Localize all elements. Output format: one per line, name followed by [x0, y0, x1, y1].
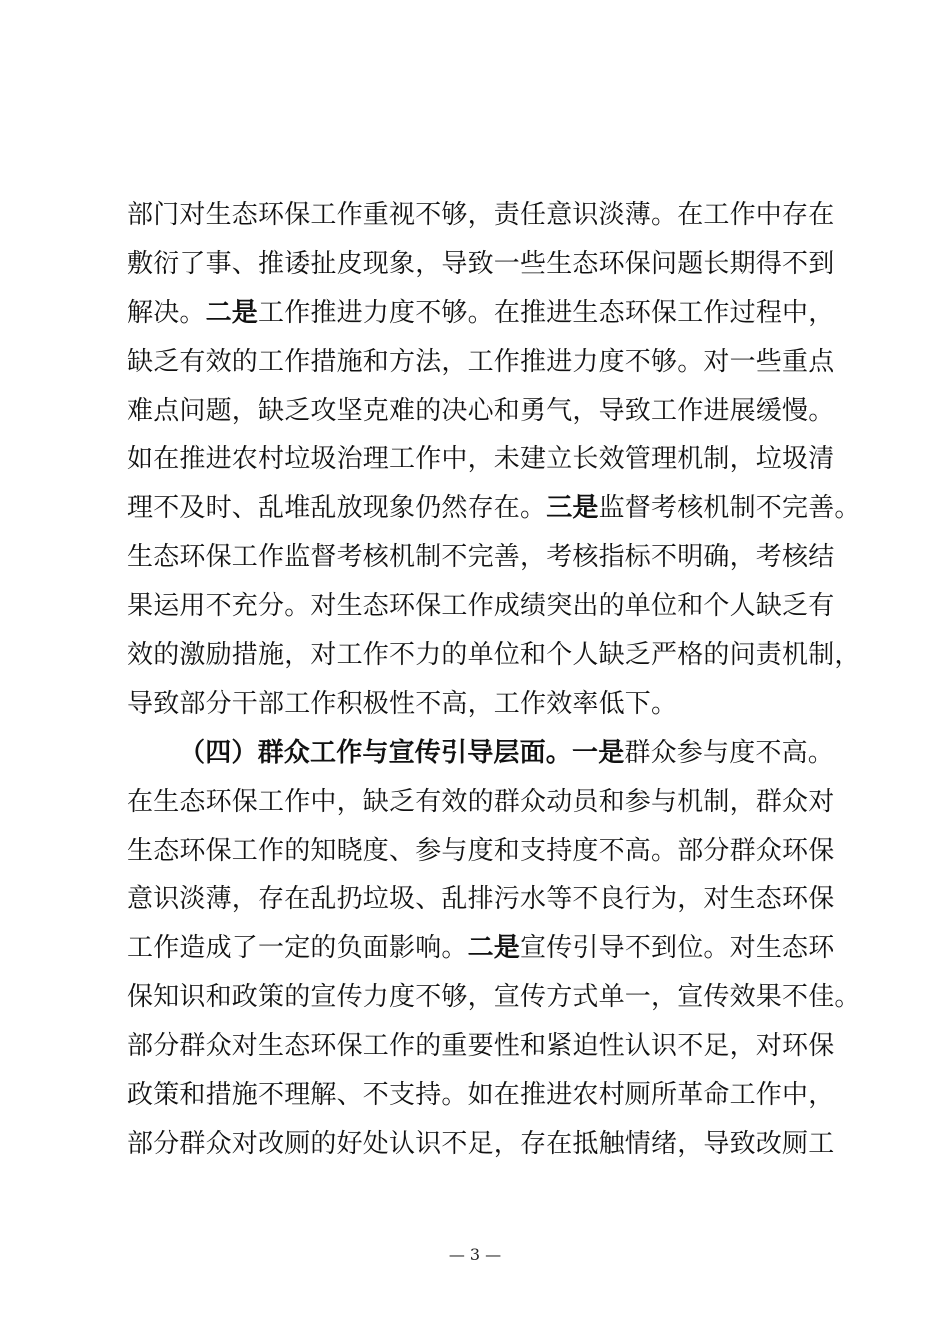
text-line	[127, 827, 847, 876]
text-line	[127, 387, 847, 436]
text-run: 部分群众对生态环保工作的重要性和紧迫性认识不足，对环保	[127, 1031, 835, 1062]
section-heading: （四）群众工作与宣传引导层面。一是	[179, 737, 625, 768]
text-run: 政策和措施不理解、不支持。如在推进农村厕所革命工作中，	[127, 1080, 835, 1111]
bold-marker: 二是	[467, 933, 521, 964]
text-line	[127, 435, 847, 484]
text-line	[127, 289, 847, 338]
text-run: 部分群众对改厕的好处认识不足，存在抵触情绪，导致改厕工	[127, 1128, 835, 1159]
text-run: 部门对生态环保工作重视不够，责任意识淡薄。在工作中存在	[127, 200, 835, 230]
text-run: 敷衍了事、推诿扯皮现象，导致一些生态环保问题长期得不到	[127, 248, 835, 279]
text-run: 保知识和政策的宣传力度不够，宣传方式单一，宣传效果不佳。	[127, 982, 861, 1013]
text-run: 果运用不充分。对生态环保工作成绩突出的单位和个人缺乏有	[127, 591, 835, 622]
text-run: 效的激励措施，对工作不力的单位和个人缺乏严格的问责机制，	[127, 640, 861, 671]
text-line	[127, 338, 847, 387]
page-number: — 3 —	[448, 1245, 502, 1264]
text-line	[127, 1071, 847, 1120]
text-line	[127, 1120, 847, 1169]
text-line	[127, 778, 847, 827]
text-line	[127, 484, 861, 533]
text-line	[127, 631, 861, 680]
body-text	[127, 191, 861, 1169]
text-line	[127, 240, 847, 289]
text-run: 群众参与度不高。	[624, 737, 835, 768]
text-run: 工作推进力度不够。在推进生态环保工作过程中，	[258, 297, 835, 328]
text-run: 导致部分干部工作积极性不高，工作效率低下。	[127, 688, 678, 719]
text-line	[127, 973, 861, 1022]
text-line	[127, 1022, 847, 1071]
text-run: 在生态环保工作中，缺乏有效的群众动员和参与机制，群众对	[127, 786, 835, 817]
text-line	[127, 680, 847, 729]
text-run: 生态环保工作的知晓度、参与度和支持度不高。部分群众环保	[127, 835, 835, 866]
text-run: 缺乏有效的工作措施和方法，工作推进力度不够。对一些重点	[127, 346, 835, 377]
text-run: 监督考核机制不完善。	[598, 493, 861, 524]
text-run: 如在推进农村垃圾治理工作中，未建立长效管理机制，垃圾清	[127, 444, 835, 475]
text-line	[127, 875, 847, 924]
text-run: 宣传引导不到位。对生态环	[520, 933, 835, 964]
text-line	[127, 924, 847, 973]
text-run: 解决。	[127, 297, 206, 328]
bold-marker: 三是	[546, 493, 599, 524]
text-line	[127, 582, 847, 631]
text-run: 意识淡薄，存在乱扔垃圾、乱排污水等不良行为，对生态环保	[127, 884, 835, 915]
text-line	[127, 533, 847, 582]
text-run: 难点问题，缺乏攻坚克难的决心和勇气，导致工作进展缓慢。	[127, 395, 835, 426]
text-run: 理不及时、乱堆乱放现象仍然存在。	[127, 493, 547, 524]
section-heading-line	[127, 729, 847, 778]
text-run: 工作造成了一定的负面影响。	[127, 933, 468, 964]
text-run: 生态环保工作监督考核机制不完善，考核指标不明确，考核结	[127, 542, 835, 573]
bold-marker: 二是	[205, 297, 259, 328]
text-line	[127, 191, 847, 240]
